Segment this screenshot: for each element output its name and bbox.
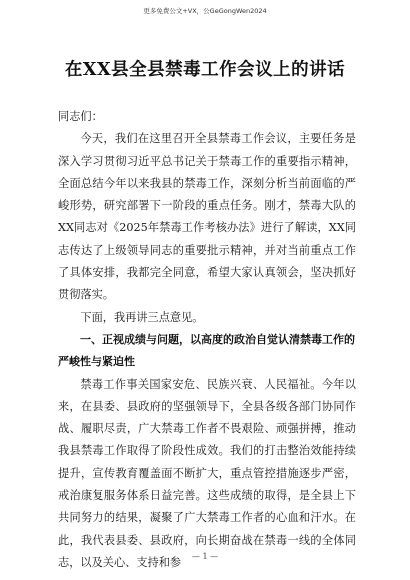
page-number: — 1 — — [191, 552, 219, 561]
paragraph-section-1: 禁毒工作事关国家安危、民族兴衰、人民福祉。今年以来，在县委、县政府的坚强领导下，全县各级各部门协同作战、履职尽责，广大禁毒工作者不畏艰险、顽强拼搏，推动我县禁毒工作取得了阶段性成效。我们的打击整治效能持续提升，宣传教育覆盖面不断扩大，重点管控措施逐步严密，戒治康复服务体系日益完善。这些成绩的取得，是全县上下共同努力的结果，凝聚了广大禁毒工作者的心血和汗水。在此，我代表县委、县政府，向长期奋战在禁毒一线的全体同志，以及关心、支持和参 — [58, 377, 356, 569]
document-body — [58, 106, 356, 574]
section-heading-1: 一、正视成绩与问题，以高度的政治自觉认清禁毒工作的严峻性与紧迫性 — [58, 332, 355, 369]
paragraph-intro: 今天，我们在这里召开全县禁毒工作会议，主要任务是深入学习贯彻习近平总书记关于禁毒工作的重要指示精神，全面总结今年以来我县的禁毒工作，深刻分析当前面临的严峻形势，研究部署下一阶段的重点任务。刚才，禁毒大队的XX同志对《2025年禁毒工作考核办法》进行了解读，XX同志传达了上级领导同志的重要批示精神，并对当前重点工作了具体安排，我都完全同意，希望大家认真领会，坚决抓好贯彻落实。 — [58, 132, 356, 302]
header-note: 更多免费公文+VX，公GeGongWen2024 — [143, 7, 267, 15]
document-title: 在XX县全县禁毒工作会议上的讲话 — [64, 60, 346, 80]
paragraph-transition: 下面，我再讲三点意见。 — [80, 310, 204, 324]
salutation: 同志们： — [58, 110, 103, 123]
